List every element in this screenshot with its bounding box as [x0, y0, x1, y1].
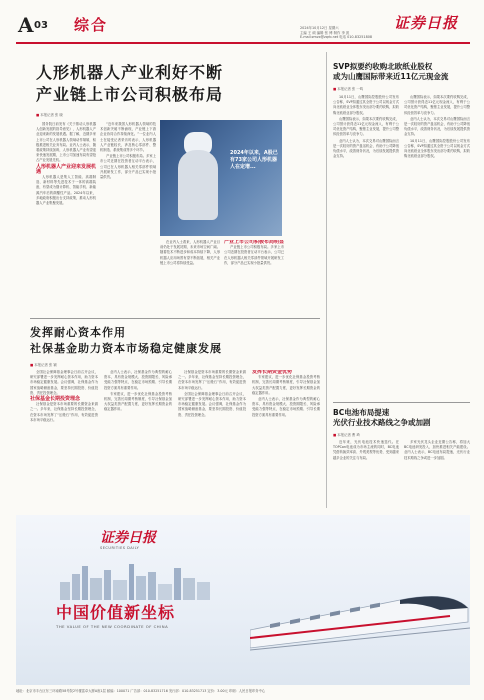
- paragraph: 在业内人士看来，人形机器人产业目前仍处于发展初期，未来市场空间广阔。随着技术不断进步和成本持续下降，人形机器人应用场景有望不断拓展，相关产业链上市公司将持续受益。: [160, 240, 220, 265]
- page-letter: A: [18, 13, 34, 37]
- ad-headline: 中国价值新坐标: [56, 603, 176, 622]
- title-line: 或为山鹰国际带来近11亿元现金流: [333, 72, 449, 81]
- main-article-column: [100, 122, 156, 312]
- header-meta-line: 2024年10月12日 星期六: [300, 26, 339, 30]
- title-line: SVP拟要约收购北欧纸业股权: [333, 62, 433, 71]
- paragraph: 近年来，光伏电池技术快速迭代。在TOPCon电池成为市场主流的同时，BC电池凭借转换效率高、外观美观等优势，受到越来越多企业的关注与布局。: [333, 440, 399, 460]
- robot-photo: [160, 120, 282, 236]
- city-skyline-graphic: [60, 560, 210, 600]
- paragraph: 全国社会保障基金理事会日前召开会议，研究部署进一步发挥耐心资本作用，助力资本市场稳定健康发展。会议强调，社保基金作为国家战略储备基金，要坚持长期投资、价值投资、责任投资理念。: [30, 370, 98, 395]
- right-article-column: [333, 95, 399, 400]
- paragraph: 10月11日，山鹰国际控股股份公司发布公告称，SVP拟通过其全资子公司以现金方式向北欧纸业全体股东发出部分要约收购，拟收购北欧纸业部分股权。: [404, 138, 470, 159]
- right-article-title: [333, 408, 473, 428]
- title-line: 发挥耐心资本作用: [30, 326, 126, 339]
- paragraph: 社保基金是资本市场重要的长期资金来源之一。多年来，社保基金坚持长期投资理念，在资本市场发挥了“压舱石”作用，有效促进资本市场平稳运行。: [178, 370, 246, 390]
- page-footer: 地址：北京市丰台区东三环南路58号院2号楼富卓大厦A座1层 邮编：100071 广告部：010-83251716 发行部：010-83251713 定价：3.00元 印刷：人民日报印务中心: [16, 689, 266, 693]
- main-title-line: 产业链上市公司积极布局: [36, 85, 224, 104]
- column-divider: [326, 52, 327, 508]
- ad-logo-subtitle: SECURITIES DAILY: [100, 546, 140, 550]
- second-article-column: [104, 370, 172, 508]
- main-title-line: 人形机器人产业利好不断: [36, 63, 224, 82]
- paragraph: 国务院日前发布《关于推动人形机器人创新发展的指导意见》，人形机器人产业迎来新的发展机遇。据了解，近期多家上市公司在人形机器人领域动作频频，积极推进相关业务布局。业内人士表示，随着政策持续加码，人形机器人产业有望迎来快速发展期，上市公司加速布局有望抢占产业发展先机。: [36, 122, 96, 163]
- paragraph: 专家建议，进一步优化社保基金投资考核机制，完善长周期考核制度，引导社保基金加大权益类资产配置力度，更好发挥长期资金的稳定器作用。: [104, 391, 172, 412]
- paragraph: 业内人士表示，社保基金作为典型的耐心资本，具有资金规模大、投资期限长、风险承受能力强等特点，在稳定市场预期、引导长期投资方面具有重要作用。: [252, 397, 320, 417]
- divider: [30, 318, 320, 319]
- second-article-column: [178, 370, 246, 508]
- robot-body-shape: [178, 150, 218, 220]
- paragraph: 专家建议，进一步优化社保基金投资考核机制，完善长周期考核制度，引导社保基金加大权益类资产配置力度，更好发挥长期资金的稳定器作用。: [252, 375, 320, 395]
- subhead: 人形机器人产业迎来发展机遇: [36, 163, 96, 175]
- right-article-author: ■ 本报记者 张 一鸣: [333, 86, 363, 91]
- main-article-title: [36, 62, 223, 106]
- paragraph: 山鹰国际表示，如果本次要约收购完成，公司预计获得近11亿元现金流入，有利于公司优化资产结构，聚焦主业发展，提升公司整体经营效率与竞争力。: [333, 116, 399, 137]
- paragraph: 山鹰国际表示，如果本次要约收购完成，公司预计获得近11亿元现金流入，有利于公司优化资产结构，聚焦主业发展，提升公司整体经营效率与竞争力。: [404, 95, 470, 115]
- header-meta-line: 主编 王 硕 编辑 张 博 制作 李 波: [300, 30, 350, 35]
- second-article-title: [30, 325, 222, 357]
- newspaper-logo: 证券日报: [394, 14, 459, 32]
- right-article-column: [333, 440, 399, 508]
- title-line: BC电池布局提速: [333, 408, 390, 417]
- header-divider: [16, 42, 470, 44]
- paragraph: 产业链上市公司积极布局。多家上市公司近期在投资者互动平台表示，公司已在人形机器人相关零部件领域开展研发工作，部分产品已实现小批量供货。: [100, 154, 156, 180]
- ad-logo: 证券日报: [100, 530, 156, 546]
- section-title: 综合: [74, 16, 109, 34]
- second-article-column: [30, 370, 98, 508]
- main-article-column: [224, 240, 284, 315]
- high-speed-train-graphic: [250, 560, 470, 655]
- paragraph: 业内人士认为，本次交易对山鹰国际而言是一次较好的资产盘活机会，有助于公司降低负债水平，改善财务状况，为后续发展提供资金支持。: [333, 138, 399, 159]
- subhead: 社保基金长期投资理念: [30, 396, 81, 403]
- right-article-title: [333, 62, 473, 82]
- paragraph: 业内人士认为，本次交易对山鹰国际而言是一次较好的资产盘活机会，有助于公司降低负债水平，改善财务状况，为后续发展提供资金支持。: [404, 116, 470, 137]
- divider: [333, 402, 470, 403]
- second-article-author: ■ 本报记者 张 颖: [30, 362, 57, 367]
- paragraph: “近年来我国人形机器人领域的技术创新突破不断涌现，产业链上下游企业协同合作持续深化。”一位业内人士在接受记者采访时表示，人形机器人产业链较长，涉及核心零部件、整机制造、系统集成等多个环节。: [100, 122, 156, 153]
- paragraph: 人形机器人是集人工智能、高端制造、新材料等先进技术于一体的高端装备，有望成为继计算机、智能手机、新能源汽车后的颠覆性产品。2024年以来，多地政府积极出台支持政策，推动人形机器人产业集聚发展。: [36, 175, 96, 206]
- right-article-author: ■ 本报记者 曹 琦: [333, 432, 360, 437]
- right-article-column: [404, 95, 470, 400]
- page-number: 03: [34, 20, 48, 31]
- title-line: 社保基金助力资本市场稳定健康发展: [30, 342, 222, 355]
- paragraph: 多家光伏龙头企业近期公告称，将加大BC电池研发投入，加快推进相关产能建设。业内人士表示，BC电池布局提速，光伏行业技术路线之争或进一步加剧。: [404, 440, 470, 460]
- paragraph: 全国社会保障基金理事会日前召开会议，研究部署进一步发挥耐心资本作用，助力资本市场稳定健康发展。会议强调，社保基金作为国家战略储备基金，要坚持长期投资、价值投资、责任投资理念。: [178, 391, 246, 417]
- main-article-column: [160, 240, 220, 315]
- second-article-column: [252, 370, 320, 508]
- ad-tagline: THE VALUE OF THE NEW COORDINATE OF CHINA: [56, 624, 169, 629]
- paragraph: 业内人士表示，社保基金作为典型的耐心资本，具有资金规模大、投资期限长、风险承受能力强等特点，在稳定市场预期、引导长期投资方面具有重要作用。: [104, 370, 172, 390]
- paragraph: 产业链上市公司积极布局。多家上市公司近期在投资者互动平台表示，公司已在人形机器人相关零部件领域开展研发工作，部分产品已实现小批量供货。: [224, 245, 284, 265]
- subhead: 产业上市公司积极布局明显: [224, 240, 284, 245]
- photo-caption: 2024年以来，A股已有73家公司人形机器人在定增...: [230, 150, 278, 170]
- main-article-author: ■ 本报记者 张 晓: [36, 112, 63, 117]
- main-article-column: [36, 122, 96, 312]
- title-line: 光伏行业技术路线之争或加剧: [333, 418, 431, 427]
- paragraph: 10月11日，山鹰国际控股股份公司发布公告称，SVP拟通过其全资子公司以现金方式向北欧纸业全体股东发出部分要约收购，拟收购北欧纸业部分股权。: [333, 95, 399, 115]
- header-meta-line: E-mail:zmzx@zqrb.net 电话 010-83251808: [300, 35, 373, 39]
- subhead: 发挥长期资金优势: [252, 370, 293, 375]
- right-article-column: [404, 440, 470, 508]
- paragraph: 社保基金是资本市场重要的长期资金来源之一。多年来，社保基金坚持长期投资理念，在资本市场发挥了“压舱石”作用，有效促进资本市场平稳运行。: [30, 402, 98, 422]
